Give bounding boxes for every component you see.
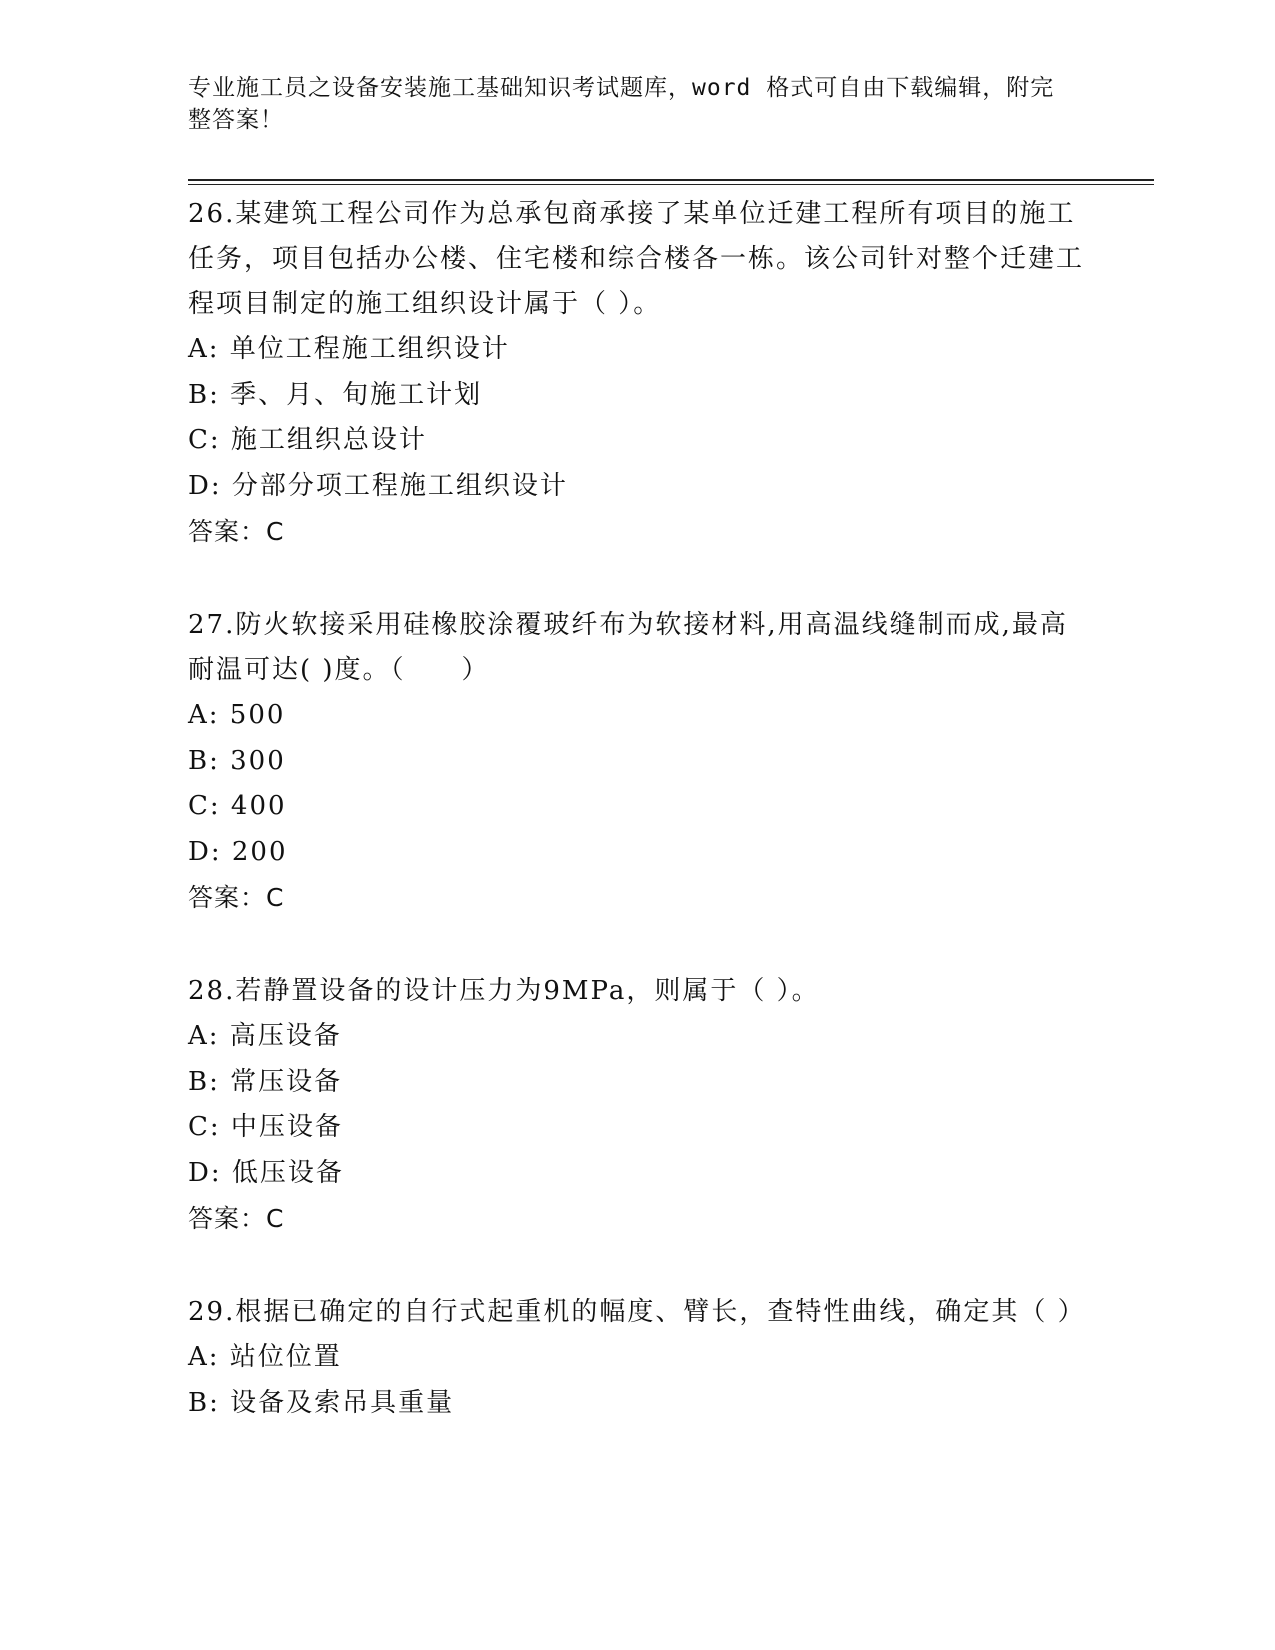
question-text: 29.根据已确定的自行式起重机的幅度、臂长，查特性曲线，确定其（ ）: [188, 1297, 1086, 1327]
header-divider-thin: [188, 184, 1154, 185]
option-b: B: 300: [188, 745, 286, 776]
option-a: A: 站位位置: [188, 1342, 342, 1372]
header-divider-thick: [188, 179, 1154, 181]
question-28: [188, 969, 1088, 1242]
option-a: A: 500: [188, 700, 286, 730]
question-text: 27.防火软接采用硅橡胶涂覆玻纤布为软接材料,用高温线缝制而成,最高耐温可达( )度。（ ）: [188, 610, 1068, 685]
answer-label: 答案：C: [188, 517, 285, 546]
option-b: B: 设备及索吊具重量: [188, 1387, 455, 1418]
option-d: D: 分部分项工程施工组织设计: [188, 470, 568, 501]
document-header: 专业施工员之设备安装施工基础知识考试题库，word 格式可自由下载编辑，附完整答案！: [188, 75, 1055, 133]
question-27: [188, 603, 1088, 921]
option-d: D: 200: [188, 836, 288, 867]
question-29: [188, 1290, 1088, 1426]
option-b: B: 常压设备: [188, 1066, 343, 1097]
option-c: C: 中压设备: [188, 1112, 343, 1142]
answer-label: 答案：C: [188, 1204, 285, 1233]
question-text: 26.某建筑工程公司作为总承包商承接了某单位迁建工程所有项目的施工任务，项目包括办公楼、住宅楼和综合楼各一栋。该公司针对整个迁建工程项目制定的施工组织设计属于（ ）。: [188, 199, 1085, 319]
option-d: D: 低压设备: [188, 1157, 344, 1188]
option-c: C: 400: [188, 791, 287, 821]
option-c: C: 施工组织总设计: [188, 425, 427, 455]
question-text: 28.若静置设备的设计压力为9MPa，则属于（ ）。: [188, 976, 820, 1006]
option-a: A: 高压设备: [188, 1021, 342, 1051]
option-a: A: 单位工程施工组织设计: [188, 334, 510, 364]
question-26: [188, 192, 1088, 555]
answer-label: 答案：C: [188, 883, 285, 912]
question-list: [188, 192, 1088, 1474]
option-b: B: 季、月、旬施工计划: [188, 379, 483, 410]
